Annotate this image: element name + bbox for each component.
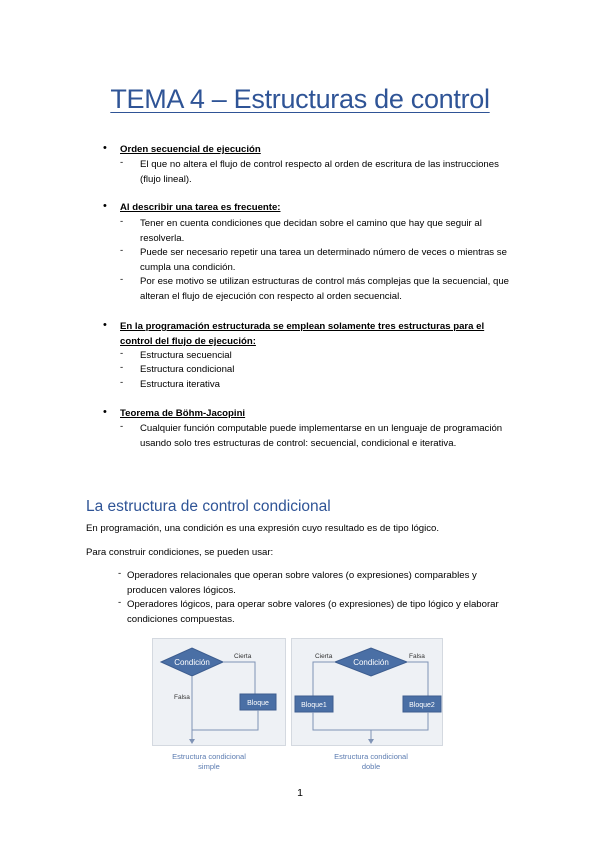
list-item: Operadores lógicos, para operar sobre valores (o expresiones) de tipo lógico y elaborar condiciones compuestas.	[127, 599, 499, 625]
section-item: El que no altera el flujo de control respecto al orden de escritura de las instrucciones (flujo lineal).	[140, 159, 499, 185]
section-item: Estructura secuencial	[140, 350, 232, 361]
condition-label: Condición	[174, 658, 210, 667]
section-heading-tarea: Al describir una tarea es frecuente:	[120, 202, 281, 213]
false-label: Falsa	[174, 694, 190, 701]
section-item: Tener en cuenta condiciones que decidan sobre el camino que hay que seguir al resolverla.	[140, 218, 482, 244]
page-number: 1	[297, 787, 303, 799]
merge-line	[192, 710, 258, 742]
merge-line	[313, 712, 428, 730]
dash-marker: -	[120, 377, 124, 388]
dash-marker: -	[120, 157, 124, 168]
diagram-double	[291, 638, 443, 778]
arrow-head	[368, 739, 374, 744]
list-item: Operadores relacionales que operan sobre valores (o expresiones) comparables y producen valores lógicos.	[127, 570, 477, 596]
block-label: Bloque	[247, 700, 269, 707]
true-label: Cierta	[315, 653, 333, 660]
section-item: Cualquier función computable puede implementarse en un lenguaje de programación usando solo tres estructuras de control: secuencial, condicional e iterativa.	[140, 423, 503, 449]
section-item: Por ese motivo se utilizan estructuras de control más complejas que la secuencial, que alteran el flujo de ejecución con respecto al orden secuencial.	[140, 276, 510, 302]
dash-marker: -	[120, 274, 124, 285]
dash-marker: -	[118, 597, 122, 608]
dash-marker: -	[120, 421, 124, 432]
section-heading-orden: Orden secuencial de ejecución	[120, 144, 261, 155]
bullet-marker: •	[103, 142, 107, 154]
dash-marker: -	[120, 362, 124, 373]
caption-line2: simple	[198, 762, 220, 771]
section-item: Estructura condicional	[140, 364, 235, 375]
true-branch-path	[313, 662, 335, 696]
caption-line1: Estructura condicional	[172, 752, 246, 761]
diagram-simple	[152, 638, 286, 778]
true-label: Cierta	[234, 653, 252, 660]
true-branch-path	[223, 662, 255, 694]
false-branch-path	[407, 662, 428, 696]
caption-line1: Estructura condicional	[334, 752, 408, 761]
paragraph: Para construir condiciones, se pueden usar:	[86, 547, 274, 558]
section-item: Puede ser necesario repetir una tarea un determinado número de veces o mientras se cumpla una condición.	[140, 247, 507, 273]
bullet-marker: •	[103, 406, 107, 418]
bullet-marker: •	[103, 319, 107, 331]
arrow-head	[189, 739, 195, 744]
section-item: Estructura iterativa	[140, 379, 220, 390]
dash-marker: -	[118, 568, 122, 579]
bullet-marker: •	[103, 200, 107, 212]
condition-label: Condición	[353, 658, 389, 667]
caption-line2: doble	[361, 762, 381, 771]
false-label: Falsa	[409, 653, 425, 660]
dash-marker: -	[120, 245, 124, 256]
dash-marker: -	[120, 216, 124, 227]
section-heading-programacion: En la programación estructurada se emplean solamente tres estructuras para el control del flujo de ejecución:	[120, 321, 485, 347]
section-heading-teorema: Teorema de Böhm-Jacopini	[120, 408, 246, 419]
block1-label: Bloque1	[301, 702, 327, 709]
block2-label: Bloque2	[409, 702, 435, 709]
page-title: TEMA 4 – Estructuras de control	[110, 84, 490, 114]
section-subheading: La estructura de control condicional	[86, 498, 331, 515]
paragraph: En programación, una condición es una expresión cuyo resultado es de tipo lógico.	[86, 523, 440, 534]
dash-marker: -	[120, 348, 124, 359]
